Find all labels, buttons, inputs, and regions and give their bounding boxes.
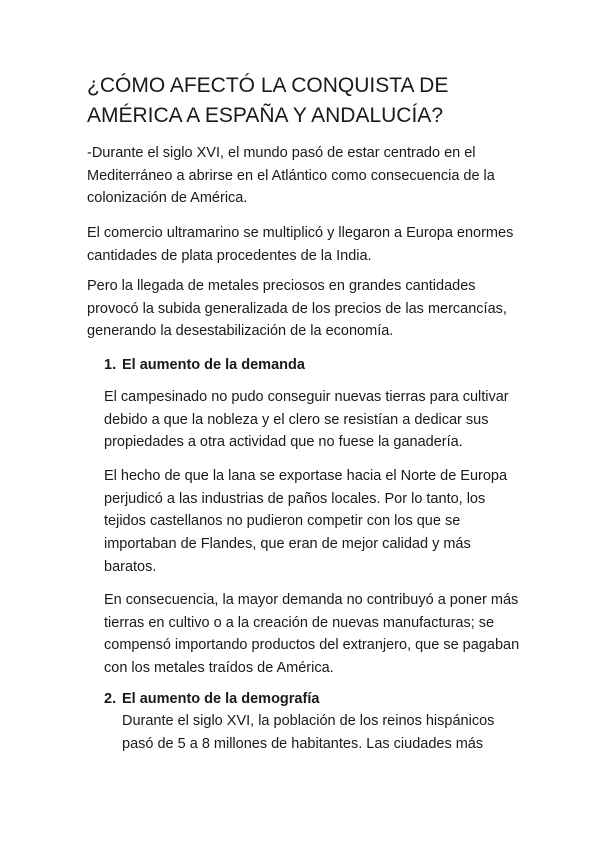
section-number: 1. <box>104 357 117 373</box>
section-2-paragraph-1: Durante el siglo XVI, la población de los reinos hispánicos pasó de 5 a 8 millones de habitantes. Las ciudades más <box>122 713 495 752</box>
section-heading-demography <box>104 688 319 710</box>
section-number: 2. <box>104 691 117 707</box>
intro-paragraph-2: El comercio ultramarino se multiplicó y llegaron a Europa enormes cantidades de plata procedentes de la India. <box>87 225 514 264</box>
document-title: ¿CÓMO AFECTÓ LA CONQUISTA DE AMÉRICA A ESPAÑA Y ANDALUCÍA? <box>87 74 449 127</box>
intro-paragraph-1: -Durante el siglo XVI, el mundo pasó de estar centrado en el Mediterráneo a abrirse en el Atlántico como consecuencia de la colonización de América. <box>87 145 495 207</box>
section-heading-text: El aumento de la demanda <box>122 357 305 373</box>
section-1-paragraph-2: El hecho de que la lana se exportase hacia el Norte de Europa perjudicó a las industrias de paños locales. Por lo tanto, los tejidos castellanos no pudieron competir con los que se importaban de Flandes, que eran de mejor calidad y más baratos. <box>104 468 508 575</box>
section-1-paragraph-3: En consecuencia, la mayor demanda no contribuyó a poner más tierras en cultivo o a la creación de nuevas manufacturas; se compensó importando productos del extranjero, que se pagaban con los metales traídos de América. <box>104 592 520 677</box>
section-1-paragraph-1: El campesinado no pudo conseguir nuevas tierras para cultivar debido a que la nobleza y el clero se resistían a dedicar sus propiedades a otra actividad que no fuese la ganadería. <box>104 389 509 451</box>
section-heading-demand <box>104 354 305 376</box>
intro-paragraph-3: Pero la llegada de metales preciosos en grandes cantidades provocó la subida generalizada de los precios de las mercancías, generando la desestabilización de la economía. <box>87 278 507 340</box>
section-heading-text: El aumento de la demografía <box>122 691 320 707</box>
